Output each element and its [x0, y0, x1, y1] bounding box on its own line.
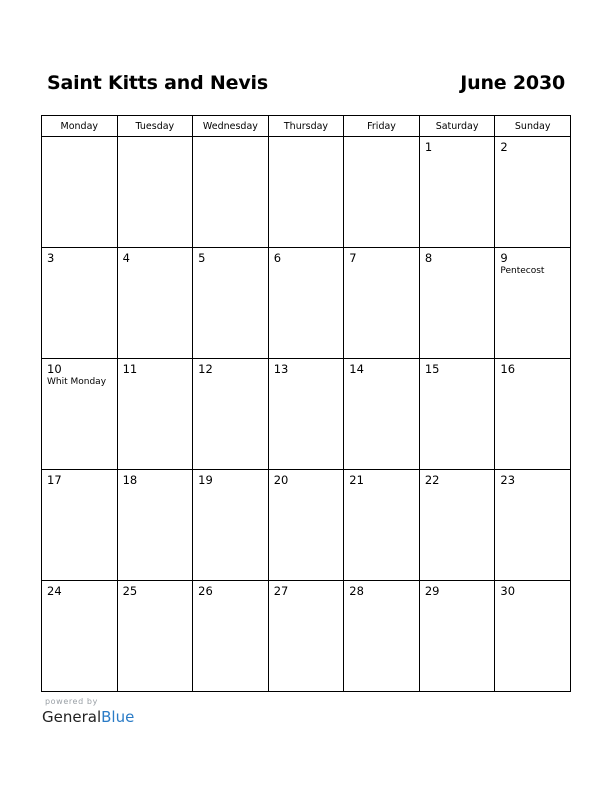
day-number: 6	[273, 251, 282, 265]
calendar-grid	[41, 115, 571, 692]
calendar-day-cell	[419, 248, 495, 359]
calendar-week-row	[42, 248, 571, 359]
day-number: 16	[500, 362, 516, 376]
calendar-day-cell	[344, 248, 420, 359]
day-number: 29	[424, 584, 440, 598]
calendar-day-cell	[268, 248, 344, 359]
powered-by-label: powered by	[45, 697, 98, 706]
day-number: 10	[47, 362, 62, 376]
holiday-label: Whit Monday	[47, 377, 107, 387]
day-number: 20	[273, 473, 289, 487]
calendar-day-cell	[117, 248, 193, 359]
calendar-month-title: June 2030	[460, 72, 565, 94]
calendar-day-cell	[344, 137, 420, 248]
day-number: 12	[198, 362, 213, 376]
day-number: 22	[424, 473, 440, 487]
calendar-week-row	[42, 470, 571, 581]
calendar-country-title: Saint Kitts and Nevis	[47, 72, 268, 94]
calendar-day-cell	[193, 581, 269, 692]
calendar-day-cell	[495, 581, 571, 692]
day-number: 1	[424, 140, 433, 154]
day-number: 14	[349, 362, 364, 376]
calendar-day-cell	[117, 359, 193, 470]
day-number: 18	[122, 473, 138, 487]
day-number: 9	[500, 251, 508, 265]
calendar-day-cell	[419, 359, 495, 470]
calendar-day-cell	[193, 359, 269, 470]
day-number: 3	[47, 251, 55, 265]
calendar-day-cell	[268, 581, 344, 692]
day-number: 27	[273, 584, 289, 598]
weekday-header: Monday	[42, 116, 118, 137]
calendar-week-row	[42, 581, 571, 692]
calendar-day-cell	[344, 581, 420, 692]
day-number: 25	[122, 584, 138, 598]
calendar-day-cell	[344, 470, 420, 581]
day-number: 2	[500, 140, 508, 154]
calendar-day-cell	[117, 470, 193, 581]
weekday-header-row	[42, 116, 571, 137]
weekday-header: Friday	[344, 116, 420, 137]
calendar-day-cell	[268, 359, 344, 470]
day-number: 24	[47, 584, 62, 598]
calendar-day-cell	[419, 581, 495, 692]
weekday-header: Thursday	[268, 116, 344, 137]
day-number	[344, 137, 419, 141]
day-number: 11	[122, 362, 138, 376]
calendar-week-row	[42, 359, 571, 470]
calendar-day-cell	[495, 359, 571, 470]
day-number: 7	[349, 251, 357, 265]
day-number: 8	[424, 251, 433, 265]
day-number	[269, 137, 344, 141]
day-number: 19	[198, 473, 213, 487]
day-number	[193, 137, 268, 141]
weekday-header: Wednesday	[193, 116, 269, 137]
calendar-day-cell	[42, 248, 118, 359]
calendar-day-cell	[193, 470, 269, 581]
day-number: 15	[424, 362, 440, 376]
brand-logo	[42, 708, 134, 726]
day-number	[118, 137, 193, 141]
day-number: 26	[198, 584, 213, 598]
day-number: 21	[349, 473, 364, 487]
weekday-header: Sunday	[495, 116, 571, 137]
brand-logo-general: General	[42, 708, 102, 726]
day-number	[42, 137, 117, 141]
calendar-day-cell	[344, 359, 420, 470]
day-number: 23	[500, 473, 516, 487]
calendar-day-cell	[42, 581, 118, 692]
calendar-day-cell	[193, 137, 269, 248]
day-number: 30	[500, 584, 516, 598]
calendar-day-cell	[495, 137, 571, 248]
day-number: 28	[349, 584, 364, 598]
calendar-week-row	[42, 137, 571, 248]
calendar-day-cell	[193, 248, 269, 359]
weekday-header: Tuesday	[117, 116, 193, 137]
calendar-day-cell	[42, 137, 118, 248]
calendar-day-cell	[42, 470, 118, 581]
calendar-day-cell	[117, 581, 193, 692]
calendar-day-cell	[419, 137, 495, 248]
calendar-day-cell	[117, 137, 193, 248]
calendar-day-cell	[495, 470, 571, 581]
holiday-label: Pentecost	[500, 266, 545, 276]
brand-logo-blue: Blue	[101, 708, 135, 726]
calendar-day-cell	[42, 359, 118, 470]
day-number: 13	[273, 362, 289, 376]
day-number: 4	[122, 251, 130, 265]
calendar-day-cell	[495, 248, 571, 359]
day-number: 5	[198, 251, 206, 265]
calendar-day-cell	[419, 470, 495, 581]
weekday-header: Saturday	[419, 116, 495, 137]
calendar-day-cell	[268, 137, 344, 248]
calendar-day-cell	[268, 470, 344, 581]
day-number: 17	[47, 473, 62, 487]
